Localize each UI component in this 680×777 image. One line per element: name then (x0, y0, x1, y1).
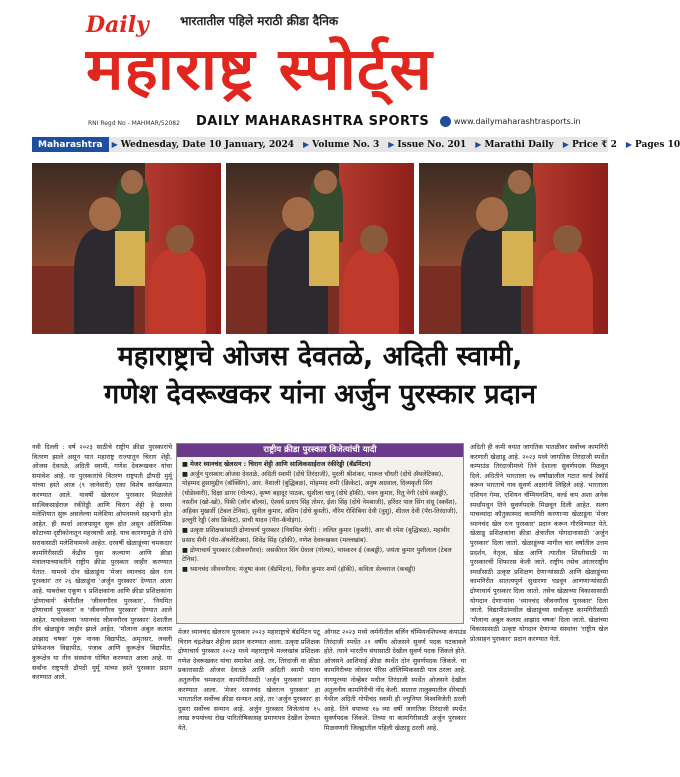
headline-line-2: गणेश देवरूखकर यांना अर्जुन पुरस्कार प्रदान (104, 379, 536, 410)
list-item: ■ द्रोणाचार्य पुरस्कार (जीवनगौरव): जसकीरत सिंग ग्रेवाल (गोल्फ), भास्करन ई (कबड्डी), जयंता कुमार पुशीलाल (टेबल टेनिस). (182, 546, 452, 564)
trophy-icon (115, 231, 145, 286)
headline-line-1: महाराष्ट्राचे ओजस देवतळे, अदिती स्वामी, (117, 341, 523, 372)
awardee-list-box (176, 443, 464, 624)
article-text: अदिती ही कमी वयात जागतिक पातळीवर सर्वोच्च कामगिरी करणारी खेळाडू आहे. २०२३ मध्ये जागतिक तिरंदाजी स्पर्धेत कम्पाउंड तिरंदाजीमध्ये तिने देशाला सुवर्णपदक मिळवून दिले. अदितीने भारताला १७ वर्षांखालील गटात वर्ल्ड रेकॉर्ड करून भारताचे नाव सुवर्ण अक्षरांनी लिहिले आहे. भारताला एशियन गेम्स, एशियन चॅम्पियनशिप, वर्ल्ड कप अशा अनेक स्पर्धांमधून तिने सुवर्णपदके मिळवून दिली आहेत. सलग पाचव्यांदा कौतुकास्पद कामगिरी करणाऱ्या खेळाडूंना 'मेजर ध्यानचंद खेल रत्न पुरस्कार' प्रदान करून गौरविण्यात येते. खेळाडू प्रशिक्षकांना क्रीडा क्षेत्रातील योगदानासाठी 'अर्जुन पुरस्कार' दिला जातो. खेळाडूंच्या मागील चार वर्षांतील उत्तम प्रदर्शन, नेतृत्व, खेळ आणि त्यातील शिस्तीसाठी या पुरस्कारची शिफारस केली जाते. राष्ट्रीय तसेच आंतरराष्ट्रीय स्पर्धांसाठी उत्कृष्ट प्रशिक्षण देणाऱ्यांसाठी आणि खेळाडूंच्या कामगिरीत सातत्यपूर्ण सुधारणा घडवून आणणाऱ्यांसाठी द्रोणाचार्य पुरस्कार दिला जातो. तसेच खेळाच्या विकासासाठी योगदान देणाऱ्यांना 'ध्यानचंद जीवनगौरव पुरस्कार' दिला जातो. विद्यापीठांमधील खेळाडूंच्या सर्वोत्कृष्ट कामगिरीसाठी 'मौलाना अबुल कलाम आझाद चषक' दिला जातो. खेळांच्या विकासासाठी उत्कृष्ट योगदान देणाऱ्या संस्थांना 'राष्ट्रीय खेल प्रोत्साहन पुरस्कार' प्रदान करण्यात येतो. (470, 443, 608, 643)
photo-strip (32, 163, 608, 334)
volume-number: Volume No. 3 (312, 139, 380, 150)
chevron-icon: ▶ (388, 140, 395, 149)
info-bar (32, 137, 680, 152)
chevron-icon: ▶ (475, 140, 482, 149)
chevron-icon: ▶ (303, 140, 310, 149)
newspaper-title: महाराष्ट्र स्पोर्ट्स (86, 35, 433, 103)
article-column-1 (32, 443, 172, 768)
headline (32, 338, 608, 414)
rni-number: RNI Regd No - MAHMAR/52082 (88, 120, 180, 127)
award-photo (226, 163, 415, 334)
english-title: DAILY MAHARASHTRA SPORTS (196, 114, 430, 129)
awardee-list (177, 457, 463, 578)
award-photo (32, 163, 221, 334)
website-url[interactable]: www.dailymaharashtrasports.in (454, 117, 581, 126)
article-column-3 (324, 628, 466, 768)
tagline: भारतातील पहिले मराठी क्रीडा दैनिक (180, 14, 339, 28)
article-column-2 (178, 628, 320, 768)
chevron-icon: ▶ (562, 140, 569, 149)
list-item: ■ अर्जुन पुरस्कार:ओजस देवतळे, अदिती स्वामी (दोघे तिरंदाजी), मुरली श्रीशंकर, पारूल चौधरी (दोघे ॲथलेटिक्स), मोहम्मद हुसामुद्दीन (बॉक्सिंग), आर. वैशाली (बुद्धिबळ), मोहम्मद शमी (क्रिकेट), अनुष अग्रवाल, दिव्यकृती सिंग (घोडेस्वारी), दिक्षा डागर (गोल्फ), कृष्ण बहादूर पाठक, सुशीला चानू (दोघे हॉकी), पवन कुमार, रितू नेगी (दोघे कबड्डी), नसरीन (खो-खो), पिंकी (लॉन बॉल्स), ऐश्वर्य प्रताप सिंह तोमर, ईशा सिंह (दोघे नेमबाजी), हरिंदर पाल सिंग संधू (स्क्वॅश), अहिका मुखर्जी (टेबल टेनिस), सुनील कुमार, अंतिम (दोघे कुस्ती), नौरेम रोशिबिना देवी (वुशु), शीतल देवी (पॅरा-तिरंदाजी), इल्लुरी रेड्डी (अंध क्रिकेट), प्राची यादव (पॅरा-कॅनोइंग). (182, 471, 458, 525)
price-label: Price ₹ 2 (571, 139, 617, 150)
daily-word: Daily (86, 12, 149, 38)
article-text: नवी दिल्ली : वर्ष २०२३ साठीचे राष्ट्रीय क्रीडा पुरस्कारांचे वितरण झाले असून यात महाराष्ट्र राज्यातून चिराग शेट्टी, ओजस देवतळे, अदिती स्वामी, गणेश देवरूखकर यांचा समावेश आहे. या पुरस्कारांचे वितरण राष्ट्रपती द्रौपदी मुर्मू यांच्या हस्ते आज (९ जानेवारी) एका विशेष कार्यक्रमात करण्यात आले. यावर्षी खेलरत्न पुरस्कार मिळालेले सात्विकसाईराज रंकीरेड्डी आणि चिराग शेट्टी हे सध्या मलेशियात सुरू असलेल्या मलेशिया ओपनमध्ये सहभागी होत आहेत. ही स्पर्धा आजपासून सुरू होत असून ऑलिम्पिक कोटाच्या दृष्टीकोनातून महत्त्वाची आहे. याच कारणामुळे ते दोघे सरावासाठी मलेशियामध्ये आहेत. दरवर्षी खेळाडूंच्या चमकदार कामगिरीसाठी केंद्रीय युवा कल्याण आणि क्रीडा मंत्रालयाच्यावतीने राष्ट्रीय क्रीडा पुरस्कार जाहीर करण्यात येतात. यामध्ये दोन खेळाडूंना 'मेजर ध्यानचंद खेल रत्न पुरस्कार' तर २६ खेळाडूंना 'अर्जुन पुरस्कार' देण्यात आला आहे. याबरोबर एकूण ९ प्रशिक्षकांना आणि क्रीडा प्रशिक्षकांना 'द्रोणाचार्य' श्रेणीतील 'जीवनगौरव पुरस्कार', 'नियमित द्रोणाचार्य पुरस्कार' व 'जीवनगौरव पुरस्कार' देण्यात आले आहेत. पाचवेळच्या 'ध्यानचंद जीवनगौरव पुरस्कार' देशातील तीन खेळाडूंना जाहीर झाले आहेत. 'मौलाना अबुल कलाम आझाद चषक' गुरू नानक विद्यापीठ, अमृतसर, लवली प्रोफेशनल विद्यापीठ, पंजाब आणि कुरूक्षेत्र विद्यापीठ, कुरूक्षेत्र या तीन संस्थांना घोषित करण्यात आला आहे. या सर्वांना राष्ट्रपती द्रौपदी मुर्मू यांच्या हस्ते पुरस्कार प्रदान करण्यात आले. (32, 443, 172, 682)
trophy-icon (502, 231, 532, 286)
award-photo (419, 163, 608, 334)
globe-icon (440, 116, 451, 127)
website[interactable] (440, 116, 581, 127)
article-text: मेजर ध्यानचंद खेलरत्न पुरस्कार २०२३ महाराष्ट्राचे बॅडमिंटन पटू चिराग चंद्रशेखर शेट्टीला प्रदान करण्यात आला. उत्कृष्ट प्रशिक्षक द्रोणाचार्य पुरस्कार २०२३ मध्ये महाराष्ट्राचे मल्लखांब प्रशिक्षक गणेश देवरूखकर यांचा समावेश आहे. तर, तिरंदाजी या क्रीडा प्रकारासाठी ओजस देवतळे आणि अदिती स्वामी यांना अतुलनीय चमकदार कामगिरीसाठी 'अर्जुन पुरस्कार' प्रदान करण्यात आला. 'मेजर ध्यानचंद खेलरत्न पुरस्कार' हा भारतातील सर्वोच्च क्रीडा सन्मान आहे, तर 'अर्जुन पुरस्कार' हा दुसरा सर्वोच्च सन्मान आहे. अर्जुन पुरस्कार विजेत्यांना १५ लाख रुपयांच्या रोख पारितोषिकासह प्रमाणपत्र देखील देण्यात येते. (178, 628, 320, 732)
article-column-4 (470, 443, 608, 768)
list-item: ■ उत्कृष्ट प्रशिक्षकांसाठी द्रोणाचार्य पुरस्कार (नियमित श्रेणी) : ललित कुमार (कुस्ती), आर बी रमेश (बुद्धिबळ), महावीर प्रसाद सैनी (पॅरा-ॲथलेटिक्स), शिवेंद्र सिंह (हॉकी), गणेश देवरूखकर (मल्लखांब). (182, 527, 450, 544)
trophy-icon (309, 231, 339, 286)
chevron-icon: ▶ (625, 140, 633, 149)
list-item: ■ ध्यानचंद जीवनगौरव: मंजुषा कंवर (बॅडमिंटन), विनीत कुमार शर्मा (हॉकी), कविता सेल्वराज (कबड्डी) (182, 566, 416, 574)
list-item: ■ मेजर ध्यानचंद खेलरत्न : चिराग शेट्टी आणि सात्विकसाईराज रंकीरेड्डी (बॅडमिंटन) (182, 461, 372, 468)
issue-number: Issue No. 201 (397, 139, 467, 150)
language-label: Marathi Daily (484, 139, 554, 150)
article-text: ऑगस्ट २०२३ मध्ये जर्मनीतील बर्लिन चॅम्पियनशिपच्या कंपाउंड तिरंदाजी स्पर्धेत २१ वर्षीय ओजसने सुवर्ण पदक पटकावले होते. त्याने भारतीय संघासाठी देखील सुवर्ण पदक जिंकले होते. ओजसने आशियाई क्रीडा स्पर्धेत दोन सुवर्णपदक जिंकले. या कामगिरीच्या जोरावर पॅरिस ऑलिम्पिकसाठी पात्र ठरला आहे. नागपूरच्या नोव्हेंबर मधील तिरंदाजी स्पर्धेत ओजसने देखील अतुलनीय कामगिरीची नोंद केली. सातारा तालुक्यातील शेरेवाडी येथील अदिती गोपीचंद स्वामी ही ज्युनियर विश्वविजेती ठरली आहे. तिने वयाच्या १७ व्या वर्षी जागतिक तिरंदाजी स्पर्धेत सुवर्णपदक जिंकले. तिच्या या कामगिरीसाठी अर्जुन पुरस्कार मिळवणारी जिल्ह्यातील पहिली खेळाडू ठरली आहे. (324, 628, 466, 732)
issue-date: Wednesday, Date 10 January, 2024 (120, 139, 294, 150)
region-label: Maharashtra (32, 137, 109, 152)
chevron-icon: ▶ (111, 140, 118, 149)
page-count: Pages 10 (635, 139, 680, 150)
masthead (0, 0, 640, 137)
awardee-list-title: राष्ट्रीय क्रीडा पुरस्कार विजेत्यांची यादी (177, 444, 463, 457)
